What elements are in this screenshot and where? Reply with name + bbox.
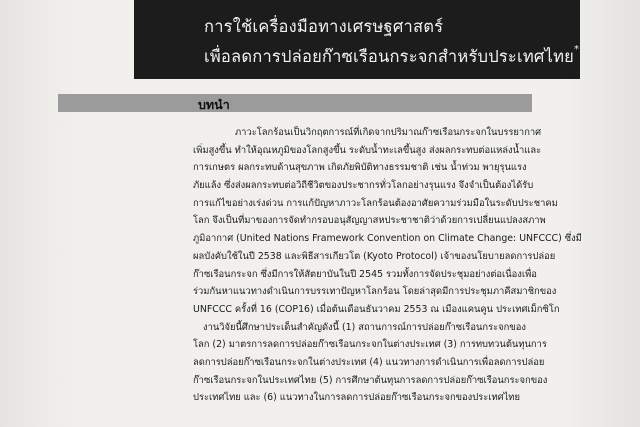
text-line: ผลบังคับใช้ในปี 2538 และพิธีสารเกียวโต (Kyoto Protocol) เจ้าของนโยบายลดการปล่อย bbox=[193, 250, 556, 262]
text-line: ประเทศไทย และ (6) แนวทางในการลดการปล่อยก๊าซเรือนกระจกของประเทศไทย bbox=[193, 392, 520, 404]
text-line: ลดการปล่อยก๊าซเรือนกระจกในต่างประเทศ (4) แนวทางการดำเนินการเพื่อลดการปล่อย bbox=[193, 356, 545, 368]
text-line: ภูมิอากาศ (United Nations Framework Convention on Climate Change: UNFCCC) ซึ่งมี bbox=[193, 233, 582, 245]
title-line-2 bbox=[204, 44, 579, 70]
title-line-1: การใช้เครื่องมือทางเศรษฐศาสตร์ bbox=[204, 17, 444, 36]
text-line: โลก (2) มาตรการลดการปล่อยก๊าซเรือนกระจกในต่างประเทศ (3) การทบทวนต้นทุนการ bbox=[193, 339, 547, 351]
text-line: เพิ่มสูงขึ้น ทำให้อุณหภูมิของโลกสูงขึ้น ระดับน้ำทะเลขึ้นสูง ส่งผลกระทบต่อแหล่งน้ำและ bbox=[193, 144, 542, 156]
text-line: ก๊าซเรือนกระจก ซึ่งมีการให้สัตยาบันในปี 2545 รวมทั้งการจัดประชุมอย่างต่อเนื่องเพื่อ bbox=[193, 268, 537, 280]
text-line: งานวิจัยนี้ศึกษาประเด็นสำคัญดังนี้ (1) สถานการณ์การปล่อยก๊าซเรือนกระจกของ bbox=[203, 321, 526, 333]
section-heading: บทนำ bbox=[198, 97, 230, 112]
title-footnote-mark: * bbox=[574, 44, 580, 55]
text-line: การเกษตร ผลกระทบด้านสุขภาพ เกิดภัยพิบัติทางธรรมชาติ เช่น น้ำท่วม พายุรุนแรง bbox=[193, 162, 527, 174]
text-line: ร่วมกันหาแนวทางดำเนินการบรรเทาปัญหาโลกร้อน โดยล่าสุดมีการประชุมภาคีสมาชิกของ bbox=[193, 286, 557, 298]
text-line: ภาวะโลกร้อนเป็นวิกฤตการณ์ที่เกิดจากปริมาณก๊าซเรือนกระจกในบรรยากาศ bbox=[235, 127, 542, 138]
title-banner bbox=[134, 0, 580, 79]
title-line-2-text: เพื่อลดการปล่อยก๊าซเรือนกระจกสำหรับประเทศไทย bbox=[204, 47, 575, 66]
text-line: ก๊าซเรือนกระจกในประเทศไทย (5) การศึกษาต้นทุนการลดการปล่อยก๊าซเรือนกระจกของ bbox=[193, 374, 548, 386]
text-line: ภัยแล้ง ซึ่งส่งผลกระทบต่อวิถีชีวิตของประชากรทั่วโลกอย่างรุนแรง จึงจำเป็นต้องได้รับ bbox=[193, 180, 534, 192]
text-line: การแก้ไขอย่างเร่งด่วน การแก้ปัญหาภาวะโลกร้อนต้องอาศัยความร่วมมือในระดับประชาคม bbox=[193, 197, 558, 209]
section-heading-bar bbox=[58, 94, 532, 112]
text-line: UNFCCC ครั้งที่ 16 (COP16) เมื่อต้นเดือนธันวาคม 2553 ณ เมืองแคนคูน ประเทศเม็กซิโก bbox=[193, 303, 560, 315]
body-text bbox=[193, 124, 582, 407]
text-line: โลก จึงเป็นที่มาของการจัดทำกรอบอนุสัญญาสหประชาชาติว่าด้วยการเปลี่ยนแปลงสภาพ bbox=[193, 215, 546, 227]
